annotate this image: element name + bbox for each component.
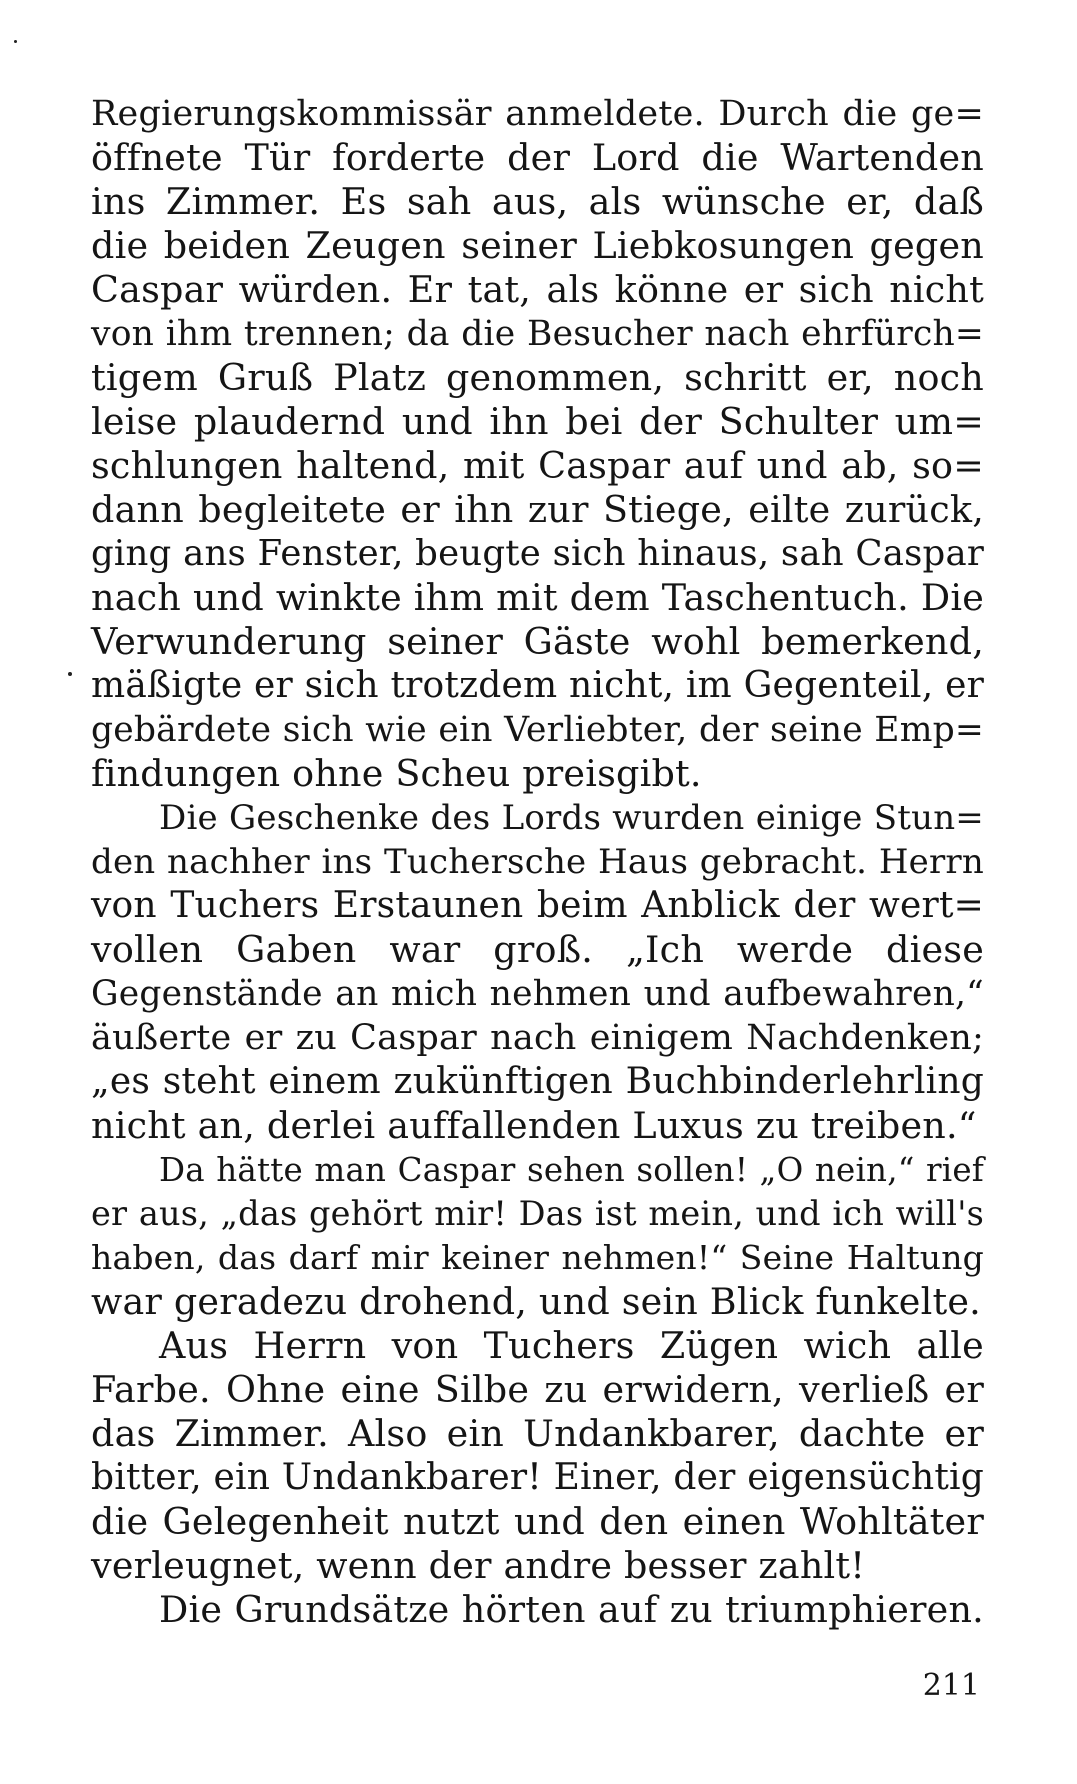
text-line: tigem Gruß Platz genommen, schritt er, noch: [91, 356, 984, 399]
text-line: das Zimmer. Also ein Undankbarer, dachte er: [91, 1412, 984, 1455]
text-line: verleugnet, wenn der andre besser zahlt!: [91, 1544, 866, 1587]
text-line: war geradezu drohend, und sein Blick funkelte.: [91, 1280, 981, 1323]
text-line: nicht an, derlei auffallenden Luxus zu treiben.“: [91, 1104, 977, 1147]
text-line: von ihm trennen; da die Besucher nach ehrfürch=: [91, 314, 984, 354]
page-number: 211: [922, 1668, 980, 1703]
text-line: bitter, ein Undankbarer! Einer, der eigensüchtig: [91, 1457, 984, 1498]
scan-speck: [14, 40, 17, 43]
body-text: [91, 92, 984, 1632]
text-line: den nachher ins Tuchersche Haus gebracht. Herrn: [91, 842, 984, 882]
text-line: dann begleitete er ihn zur Stiege, eilte zurück,: [91, 488, 984, 531]
text-line: ging ans Fenster, beugte sich hinaus, sah Caspar: [91, 533, 984, 574]
text-line: äußerte er zu Caspar nach einigem Nachdenken;: [91, 1018, 984, 1058]
text-line: er aus, „das gehört mir! Das ist mein, und ich will's: [91, 1194, 984, 1233]
text-line: gebärdete sich wie ein Verliebter, der seine Emp=: [91, 710, 984, 750]
text-line: mäßigte er sich trotzdem nicht, im Gegenteil, er: [91, 665, 984, 706]
text-line: Regierungskommissär anmeldete. Durch die ge=: [91, 94, 984, 134]
text-line: leise plaudernd und ihn bei der Schulter um=: [91, 400, 984, 443]
text-line: Aus Herrn von Tuchers Zügen wich alle: [159, 1324, 984, 1367]
text-line: Caspar würden. Er tat, als könne er sich nicht: [91, 268, 984, 311]
text-line: Gegenstände an mich nehmen und aufbewahren,“: [91, 974, 984, 1014]
text-line: Da hätte man Caspar sehen sollen! „O nein,“ rief: [159, 1151, 984, 1189]
text-line: die Gelegenheit nutzt und den einen Wohltäter: [91, 1500, 984, 1543]
text-line: „es steht einem zukünftigen Buchbinderlehrling: [91, 1061, 984, 1102]
text-line: haben, das darf mir keiner nehmen!“ Seine Haltung: [91, 1238, 984, 1277]
text-line: die beiden Zeugen seiner Liebkosungen gegen: [91, 224, 984, 267]
text-line: öffnete Tür forderte der Lord die Wartenden: [91, 136, 984, 179]
text-line: von Tuchers Erstaunen beim Anblick der wert=: [91, 885, 984, 926]
text-line: ins Zimmer. Es sah aus, als wünsche er, daß: [91, 180, 984, 223]
text-line: Verwunderung seiner Gäste wohl bemerkend,: [91, 620, 984, 663]
text-line: nach und winkte ihm mit dem Taschentuch. Die: [91, 576, 984, 619]
scan-speck: [68, 672, 72, 676]
text-line: Farbe. Ohne eine Silbe zu erwidern, verließ er: [91, 1368, 984, 1411]
text-line: Die Grundsätze hörten auf zu triumphieren.: [159, 1588, 984, 1631]
text-line: findungen ohne Scheu preisgibt.: [91, 752, 702, 795]
text-line: vollen Gaben war groß. „Ich werde diese: [91, 928, 984, 971]
text-line: Die Geschenke des Lords wurden einige Stun=: [159, 798, 984, 838]
text-line: schlungen haltend, mit Caspar auf und ab, so=: [91, 444, 984, 487]
